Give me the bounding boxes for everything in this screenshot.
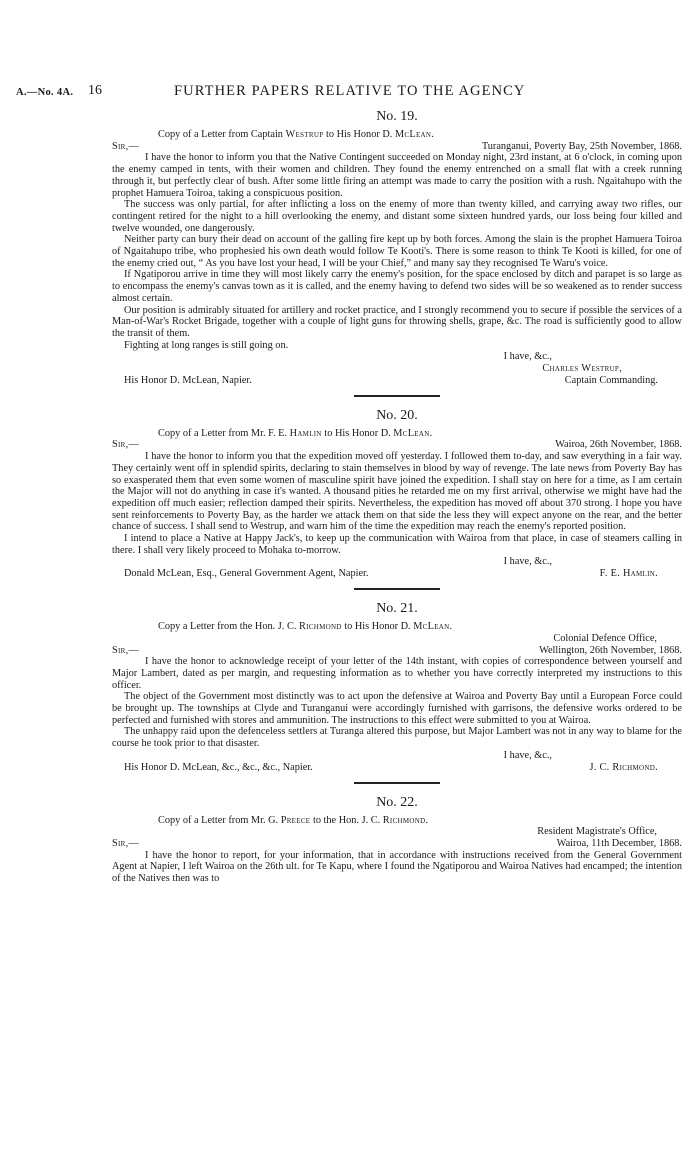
letter-date: Turanganui, Poverty Bay, 25th November, 1868. [481, 140, 682, 152]
addressee-row [112, 568, 682, 580]
addressee: His Honor D. McLean, Napier. [124, 374, 252, 386]
paragraph: I have the honor to inform you that the expedition moved off yesterday. I followed them to-day, and saw everything in a fair way. They certainly went off in splendid spirits, declaring to stain themselves in blood by way of revenge. The late news from Poverty Bay has so exasperated them that even some women of masculine spirit have joined the expedition. I shall stay on here for a time, as I am certain the Major will not do anything in case it's wanted. A thousand pities he retarded me on my first arrival, otherwise we might have had the expedition off much easier; reflection damped their spirits. Nevertheless, the expedition has moved off about 370 strong. I hope you have sent reinforcements to Poverty Bay, as the harder we attack them on that side the less they will expect anyone on the rear, and the better chance of success. I shall send to Westrup, and warn him of the time the expedition may reach the enemy's reported position. [112, 451, 682, 533]
signature: J. C. Richmond. [589, 761, 658, 773]
signature: F. E. Hamlin. [599, 568, 658, 580]
addressee-row [112, 375, 682, 387]
paragraph: Neither party can bury their dead on account of the galling fire kept up by both forces. Among the slain is the prophet Hamuera Toiroa of Ngaitahupo tribe, who prophesied his own death would follow Te Kooti's. There is some reason to think Te Kooti is killed, for one of the enemy cried out, “ As you have lost your head, I will be your Chief,” and many say they recognised Te Waru's voice. [112, 234, 682, 269]
letter-number: No. 22. [376, 794, 418, 810]
section-divider [354, 395, 440, 397]
salutation: Sir,— [112, 140, 140, 152]
paragraph: Fighting at long ranges is still going on. [124, 339, 289, 351]
letter-place: Resident Magistrate's Office, [537, 826, 657, 838]
page-content [112, 108, 682, 885]
letter-caption: Copy of a Letter from Captain Westrup to His Honor D. McLean. [158, 129, 434, 140]
letter-caption: Copy of a Letter from Mr. F. E. Hamlin to His Honor D. McLean. [158, 427, 433, 439]
paragraph: The unhappy raid upon the defenceless settlers at Turanga altered this purpose, but Major Lambert was not in any way to blame for the course he took prior to that disaster. [112, 726, 682, 750]
letter-caption: Copy a Letter from the Hon. J. C. Richmond to His Honor D. McLean. [158, 621, 453, 633]
salutation-row [112, 141, 682, 153]
addressee: Donald McLean, Esq., General Government Agent, Napier. [124, 568, 369, 580]
page-number: 16 [88, 83, 102, 98]
letter-no-22 [112, 794, 682, 885]
letter-place: Colonial Defence Office, [553, 632, 657, 644]
salutation-row [112, 838, 682, 850]
salutation-row [112, 645, 682, 657]
section-divider [354, 782, 440, 784]
closing: I have, &c., [503, 556, 552, 568]
running-title: FURTHER PAPERS RELATIVE TO THE AGENCY [174, 83, 526, 99]
paper-reference: A.—No. 4A. [16, 87, 74, 98]
paragraph: I intend to place a Native at Happy Jack's, to keep up the communication with Wairoa from that place, in case of steamers calling in there. I shall very likely proceed to Mohaka to-morrow. [112, 533, 682, 556]
salutation: Sir,— [112, 644, 140, 656]
salutation: Sir,— [112, 439, 140, 451]
letter-number: No. 19. [376, 109, 418, 124]
salutation-row [112, 439, 682, 451]
letter-no-20 [112, 407, 682, 580]
letter-no-19 [112, 108, 682, 387]
signature: Charles Westrup, [542, 363, 622, 375]
signature-row [112, 363, 682, 375]
addressee: His Honor D. McLean, &c., &c., &c., Napier. [124, 761, 313, 773]
letter-no-21 [112, 600, 682, 773]
letter-date: Wellington, 26th November, 1868. [539, 644, 682, 656]
salutation: Sir,— [112, 837, 140, 849]
closing: I have, &c., [503, 351, 552, 363]
addressee-row [112, 762, 682, 774]
paragraph: I have the honor to report, for your information, that in accordance with instructions received from the General Government Agent at Napier, I left Wairoa on the 26th ult. for Te Kapu, where I found the Ngatiporou and Wairoa Natives had encamped; the intention of the Natives then was to [112, 849, 682, 885]
paragraph: Our position is admirably situated for artillery and rocket practice, and I strongly recommend you to secure if possible the services of a Man-of-War's Rocket Brigade, together with a couple of light guns for throwing shells, grape, &c. The road is sufficiently good to allow the transit of them. [112, 304, 682, 339]
letter-number: No. 20. [376, 407, 418, 423]
signature-title: Captain Commanding. [564, 374, 658, 386]
letter-date: Wairoa, 26th November, 1868. [555, 439, 682, 451]
paragraph: I have the honor to acknowledge receipt of your letter of the 14th instant, with copies of correspondence between yourself and Major Lambert, dated as per margin, and requesting information as to whether you have correctly interpreted my instructions to this officer. [112, 656, 682, 691]
page-header [16, 82, 686, 102]
paragraph: I have the honor to inform you that the Native Contingent succeeded on Monday night, 23rd instant, at 6 o'clock, in coming upon the enemy camped in tents, with their women and children. They found the enemy entrenched on a small flat with a creek running through it, but perfectly clear of bush. After some little firing an attempt was made to carry the position with a rush. Ngaitahupo with the prophet Hamuera Toiroa, taking a conspicuous position. [112, 152, 682, 199]
closing: I have, &c., [503, 749, 552, 761]
letter-caption: Copy of a Letter from Mr. G. Preece to the Hon. J. C. Richmond. [158, 814, 429, 826]
paragraph: The object of the Government most distinctly was to act upon the defensive at Wairoa and Poverty Bay until a European Force could be brought up. The townships at Clyde and Turanganui were accordingly furnished with garrisons, the defensive works ordered to be perfected and furnished with stores and ammunition. The instructions to this effect were submitted to you at Wairoa. [112, 691, 682, 726]
letter-number: No. 21. [376, 601, 418, 617]
section-divider [354, 588, 440, 590]
letter-date: Wairoa, 11th December, 1868. [556, 837, 682, 849]
paragraph: The success was only partial, for after inflicting a loss on the enemy of more than twenty killed, and carrying away two rifles, our contingent retired for the night to a hill overlooking the enemy, and distant some sixteen hundred yards, our loss being four killed and twelve wounded, one dangerously. [112, 199, 682, 234]
paragraph: If Ngatiporou arrive in time they will most likely carry the enemy's position, for the space enclosed by ditch and parapet is so large as to encompass the enemy's canvas town as it is called, and the enemy having to defend two sides will be so weakened as to render success almost certain. [112, 269, 682, 304]
